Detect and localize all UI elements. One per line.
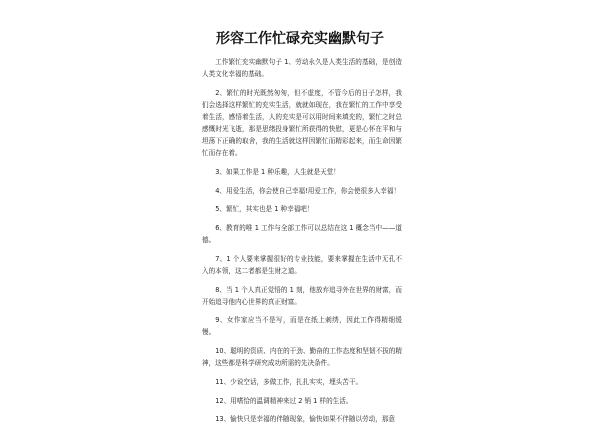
paragraph-2: 2、繁忙的时光既然匆匆，但不虚度，不管今后的日子怎样，我们会选择这样繁忙的充实生活，就就如现在，我在繁忙的工作中享受着生活，感悟着生活，人的充实是可以用时间来填充的，繁忙之时总感慨时光飞逝，那是思绪投身繁忙所获得的快慰，更是心怀在平和与坦荡下正确的取舍，我的生活就这样因繁忙而精彩起来，而生命因繁忙而存在着。 (202, 88, 402, 158)
paragraph-8: 8、当 1 个人真正觉悟的 1 刻，他放弃追寻外在世界的财富，而开始追寻他内心世界的真正财富。 (202, 285, 402, 306)
document-body (202, 56, 402, 432)
paragraph-13: 13、愉快只是幸福的伴随现象，愉快如果不伴随以劳动，那意 (215, 415, 396, 424)
paragraph-4: 4、用爱生活，你会使自己幸福!用爱工作，你会使很多人幸福！ (215, 186, 401, 195)
paragraph-9: 9、女作家应当不是写，而是在纸上刺绣，因此工作得精细缓慢。 (202, 316, 402, 337)
paragraph-5: 5、繁忙，其实也是 1 种幸福吧！ (215, 205, 314, 214)
document-title: 形容工作忙碌充实幽默句子 (216, 31, 384, 47)
paragraph-11: 11、少说空话，多做工作，扎扎实实，埋头苦干。 (215, 377, 363, 386)
paragraph-6: 6、教育的唯 1 工作与全部工作可以总结在这 1 概念当中——道德。 (202, 224, 402, 245)
paragraph-10: 10、聪明的资质、内在的干劲、勤奋的工作态度和坚韧不拔的精神，这些都是科学研究成功所需的先决条件。 (202, 347, 402, 368)
paragraph-12: 12、用嗜恰的温调精神来过 2 销 1 样的生活。 (215, 396, 353, 405)
paragraph-3: 3、如果工作是 1 种乐趣，人生就是天堂！ (215, 167, 340, 176)
paragraph-1: 工作繁忙充实幽默句子 1、劳动永久是人类生活的基础，是创造人类文化幸福的基础。 (202, 58, 402, 79)
paragraph-7: 7、1 个人要来掌握很好的专业技能，要来掌握在生活中无孔不入的本领，这二者都是生财之道。 (202, 254, 402, 275)
